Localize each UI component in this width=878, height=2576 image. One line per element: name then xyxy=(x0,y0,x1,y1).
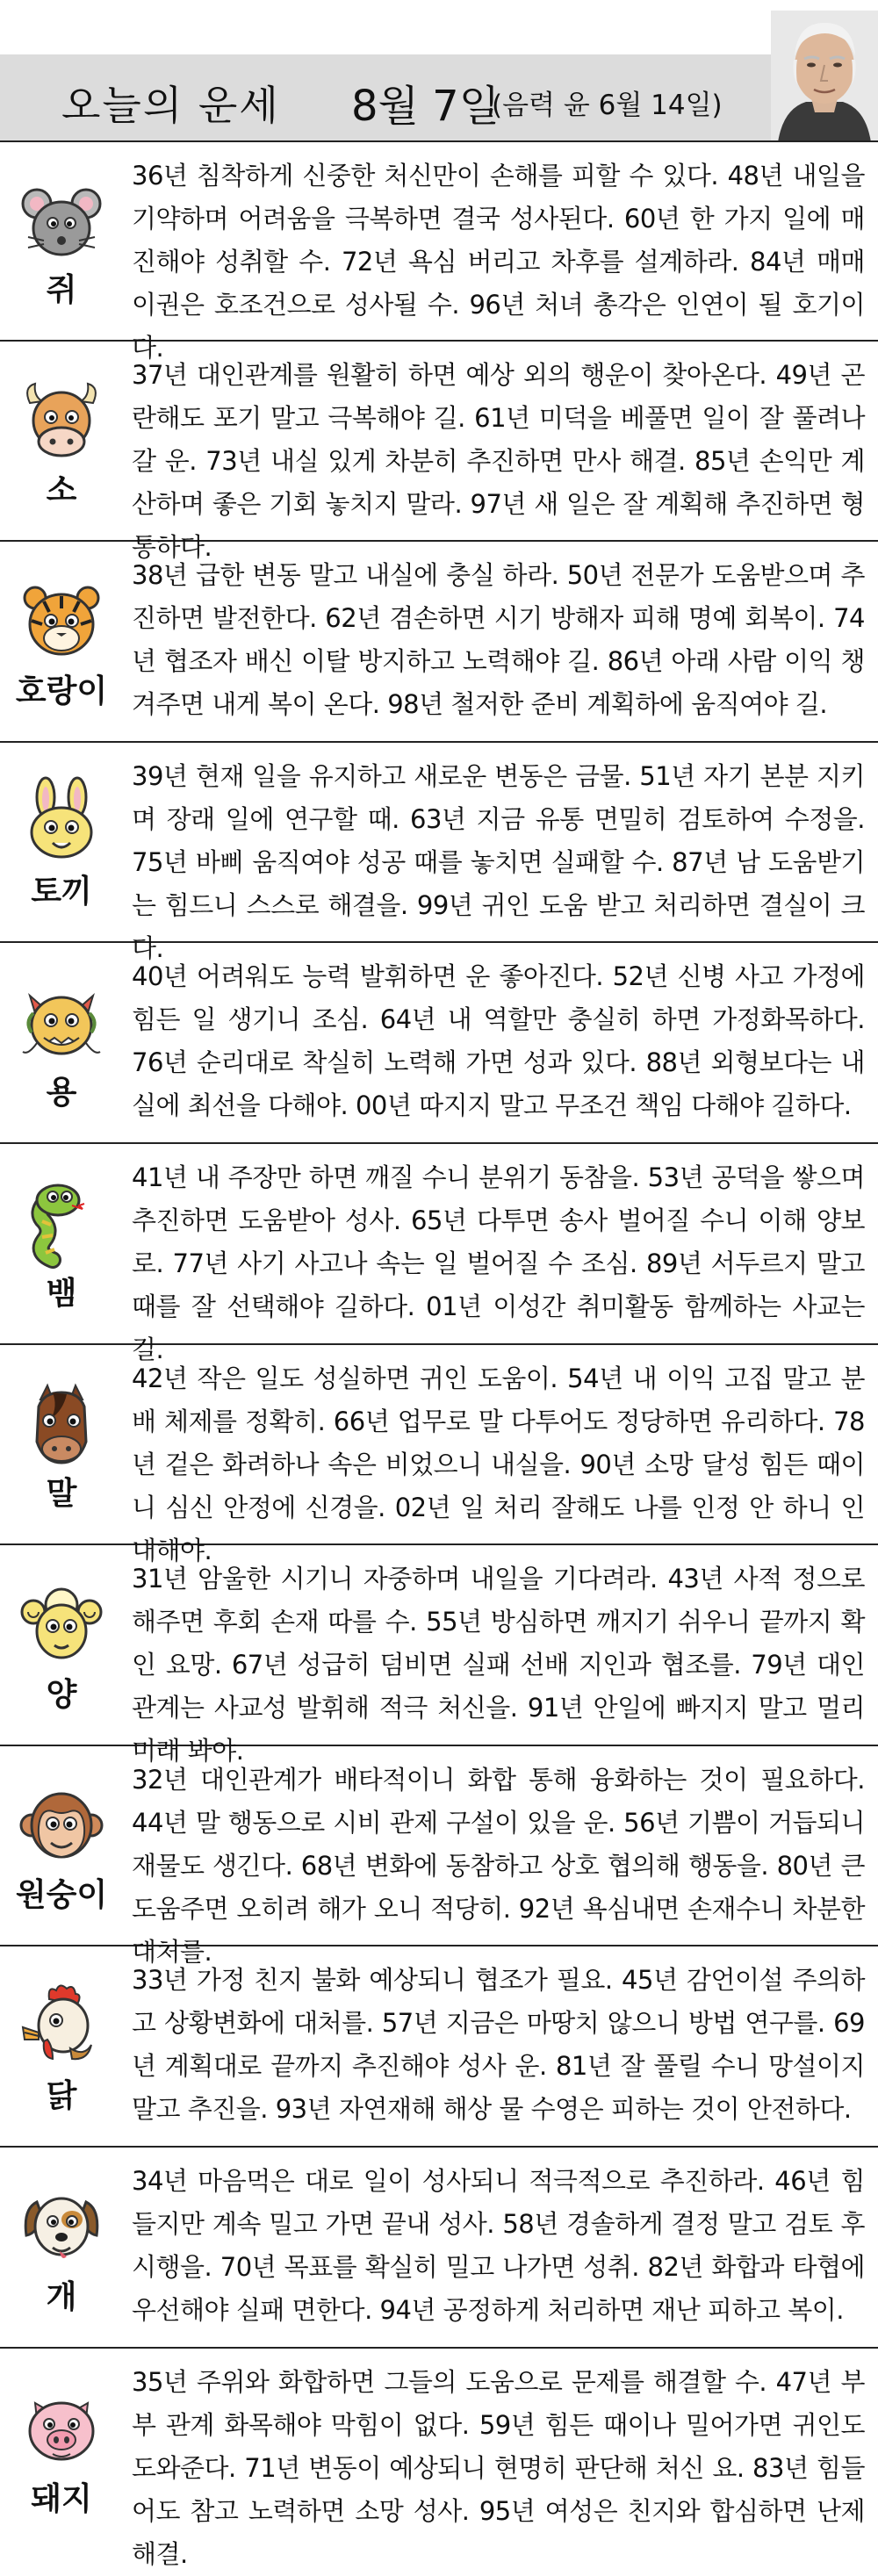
fortune-text: 36년 침착하게 신중한 처신만이 손해를 피할 수 있다. 48년 내일을 기약하며 어려움을 극복하면 결국 성사된다. 60년 한 가지 일에 매진해야 성취할 수. 72년 욕심 버리고 차후를 설계하라. 84년 매매 이권은 호조건으로 성사될 수. 96년 처녀 총각은 인연이 될 호기이다. xyxy=(132,161,865,363)
zodiac-name: 소 xyxy=(46,472,77,509)
zodiac-name: 토끼 xyxy=(31,874,92,910)
date-label: 8월 7일 xyxy=(351,82,500,131)
zodiac-name: 돼지 xyxy=(31,2481,92,2518)
zodiac-animal xyxy=(0,542,123,741)
lunar-date-label: (음력 윤 6월 14일) xyxy=(492,90,723,121)
fortune-text: 34년 마음먹은 대로 일이 성사되니 적극적으로 추진하라. 46년 힘들지만 계속 밀고 가면 끝내 성사. 58년 경솔하게 결정 말고 검토 후 시행을. 70년 목표를 확실히 밀고 나가면 성취. 82년 화합과 타협에 우선해야 실패 면한다. 94년 공정하게 처리하면 재난 피하고 복이. xyxy=(132,2166,865,2325)
zodiac-animal xyxy=(0,1345,123,1544)
fortune-text: 40년 어려워도 능력 발휘하면 운 좋아진다. 52년 신병 사고 가정에 힘든 일 생기니 조심. 64년 내 역할만 충실히 하면 가정화목하다. 76년 순리대로 착실히 노력해 가면 성과 있다. 88년 외형보다는 내실에 최선을 다해야. 00년 따지지 말고 무조건 책임 다해야 길하다. xyxy=(132,961,865,1121)
fortune-text: 41년 내 주장만 하면 깨질 수니 분위기 동참을. 53년 공덕을 쌓으며 추진하면 도움받아 성사. 65년 다투면 송사 벌어질 수니 이해 양보로. 77년 사기 사고나 속는 일 벌어질 수 조심. 89년 서두르지 말고 때를 잘 선택해야 길하다. 01년 이성간 취미활동 함께하는 사교는 길. xyxy=(132,1162,865,1364)
page-title: 오늘의 운세 xyxy=(61,82,280,129)
fortune-text: 39년 현재 일을 유지하고 새로운 변동은 금물. 51년 자기 본분 지키며 장래 일에 연구할 때. 63년 지금 유통 면밀히 검토하여 수정을. 75년 바삐 움직여야 성공 때를 놓치면 실패할 수. 87년 남 도움받기는 힘드니 스스로 해결을. 99년 귀인 도움 받고 처리하면 결실이 크다. xyxy=(132,760,865,963)
zodiac-name: 쥐 xyxy=(46,271,77,308)
zodiac-animal xyxy=(0,1144,123,1343)
zodiac-name: 원숭이 xyxy=(15,1877,108,1914)
zodiac-animal xyxy=(0,1545,123,1745)
zodiac-name: 양 xyxy=(46,1676,77,1713)
fortune-text: 35년 주위와 화합하면 그들의 도움으로 문제를 해결할 수. 47년 부부 관계 화목해야 막힘이 없다. 59년 힘든 때이나 밀어가면 귀인도 도와준다. 71년 변동이 예상되니 현명히 판단해 처신 요. 83년 힘들어도 참고 노력하면 소망 성사. 95년 여성은 친지와 합심하면 난제 해결. xyxy=(132,2366,865,2569)
fortune-text: 38년 급한 변동 말고 내실에 충실 하라. 50년 전문가 도움받으며 추진하면 발전한다. 62년 겸손하면 시기 방해자 피해 명예 회복이. 74년 협조자 배신 이탈 방지하고 노력해야 길. 86년 아래 사람 이익 챙겨주면 내게 복이 온다. 98년 철저한 준비 계획하에 움직여야 길. xyxy=(132,560,865,720)
fortune-row xyxy=(0,342,878,562)
fortune-row xyxy=(0,1545,878,1767)
fortune-row xyxy=(0,542,878,743)
fortune-row xyxy=(0,743,878,963)
fortune-row xyxy=(0,1746,878,1967)
fortune-text: 32년 대인관계가 배타적이니 화합 통해 융화하는 것이 필요하다. 44년 말 행동으로 시비 관제 구설이 있을 운. 56년 기쁨이 거듭되니 재물도 생긴다. 68년 변화에 동참하고 상호 협의해 행동을. 80년 큰 도움주면 오히려 해가 오니 적당히. 92년 욕심내면 손재수니 차분한 대처를. xyxy=(132,1764,865,1967)
author-photo xyxy=(771,11,878,142)
zodiac-name: 용 xyxy=(46,1074,77,1111)
fortune-text: 31년 암울한 시기니 자중하며 내일을 기다려라. 43년 사적 정으로 해주면 후회 손재 따를 수. 55년 방심하면 깨지기 쉬우니 끝까지 확인 요망. 67년 성급히 덤비면 실패 선배 지인과 협조를. 79년 대인관계는 사교성 발휘해 적극 처신을. 91년 안일에 빠지지 말고 멀리 미래 봐야. xyxy=(132,1564,865,1767)
zodiac-animal xyxy=(0,142,123,340)
fortune-text: 37년 대인관계를 원활히 하면 예상 외의 행운이 찾아온다. 49년 곤란해도 포기 말고 극복해야 길. 61년 미덕을 베풀면 일이 잘 풀려나갈 운. 73년 내실 있게 차분히 추진하면 만사 해결. 85년 손익만 계산하며 좋은 기회 놓치지 말라. 97년 새 일은 잘 계획해 추진하면 형통하다. xyxy=(132,359,865,562)
fortune-row xyxy=(0,1345,878,1565)
fortune-row xyxy=(0,2349,878,2569)
zodiac-animal xyxy=(0,1946,123,2146)
zodiac-animal xyxy=(0,2349,123,2550)
fortune-row xyxy=(0,1144,878,1364)
fortune-text: 33년 가정 친지 불화 예상되니 협조가 필요. 45년 감언이설 주의하고 상황변화에 대처를. 57년 지금은 마땅치 않으니 방법 연구를. 69년 계획대로 끝까지 추진해야 성사 운. 81년 잘 풀릴 수니 망설이지 말고 추진을. 93년 자연재해 해상 물 수영은 피하는 것이 안전하다. xyxy=(132,1965,865,2125)
zodiac-name: 뱀 xyxy=(46,1275,77,1312)
zodiac-animal xyxy=(0,2148,123,2347)
header xyxy=(0,0,878,140)
zodiac-animal xyxy=(0,743,123,942)
fortune-row xyxy=(0,140,878,363)
zodiac-name: 개 xyxy=(46,2278,77,2315)
fortune-row xyxy=(0,2148,878,2349)
zodiac-name: 호랑이 xyxy=(15,673,108,709)
zodiac-name: 닭 xyxy=(46,2077,77,2114)
zodiac-animal xyxy=(0,342,123,541)
zodiac-animal xyxy=(0,1746,123,1946)
zodiac-name: 말 xyxy=(46,1476,77,1513)
zodiac-animal xyxy=(0,943,123,1142)
fortune-text: 42년 작은 일도 성실하면 귀인 도움이. 54년 내 이익 고집 말고 분배 체제를 정확히. 66년 업무로 말 다투어도 정당하면 유리하다. 78년 겉은 화려하나 속은 비었으니 내실을. 90년 소망 달성 힘든 때이니 심신 안정에 신경을. 02년 일 처리 잘해도 나를 인정 안 하니 인내해야. xyxy=(132,1363,865,1565)
fortune-row xyxy=(0,943,878,1144)
fortune-row xyxy=(0,1946,878,2148)
